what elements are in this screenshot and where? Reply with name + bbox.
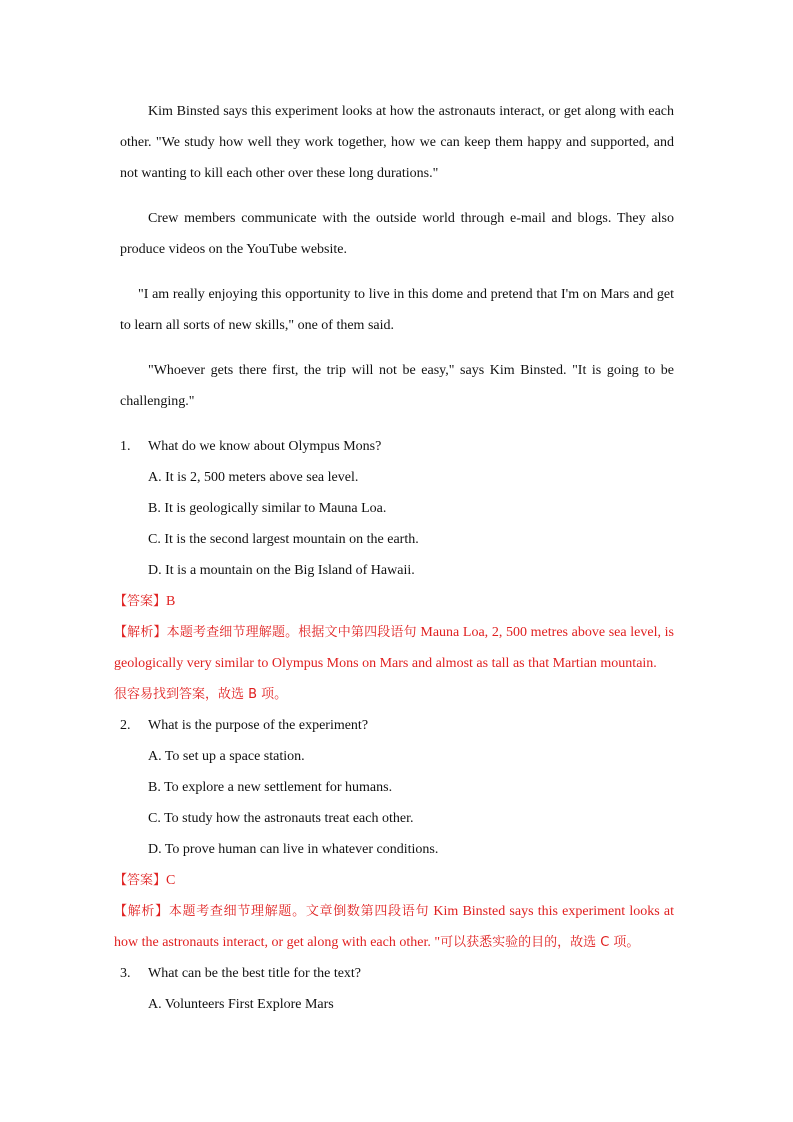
answer-label: 【答案】	[114, 594, 167, 609]
passage-paragraph-1: Kim Binsted says this experiment looks at how the astronauts interact, or get along with each other. "We study how well they work together, how we can keep them happy and supported, and not wanting to kill each other over these long durations."	[120, 104, 674, 181]
option-b: B. To explore a new settlement for humans.	[148, 780, 393, 795]
analysis-cn: 本题考查细节理解题。根据文中第四段语句	[166, 625, 417, 640]
option-b: B. It is geologically similar to Mauna Loa.	[148, 501, 387, 516]
analysis-label: 【解析】	[114, 904, 169, 919]
question-1	[120, 431, 674, 462]
passage-paragraph-2: Crew members communicate with the outside world through e-mail and blogs. They also produce videos on the YouTube website.	[120, 211, 674, 257]
analysis-block	[114, 896, 674, 958]
option-a: A. To set up a space station.	[148, 749, 305, 764]
analysis-conclusion: 很容易找到答案，故选 B 项。	[114, 687, 288, 702]
answer-label: 【答案】	[114, 873, 167, 888]
question-stem: What can be the best title for the text?	[148, 966, 362, 981]
answer-line	[114, 865, 674, 896]
question-number: 2.	[120, 718, 131, 733]
passage-paragraph-3: "I am really enjoying this opportunity to live in this dome and pretend that I'm on Mars and get to learn all sorts of new skills," one of them said.	[120, 287, 674, 333]
question-3	[120, 958, 674, 989]
option-a: A. It is 2, 500 meters above sea level.	[148, 470, 359, 485]
question-number: 3.	[120, 966, 131, 981]
question-2	[120, 710, 674, 741]
question-stem: What is the purpose of the experiment?	[148, 718, 369, 733]
question-number: 1.	[120, 439, 131, 454]
analysis-block	[114, 617, 674, 710]
document-page	[114, 96, 674, 1020]
answer-value: C	[166, 873, 176, 888]
answer-value: B	[166, 594, 176, 609]
analysis-conclusion: 可以获悉实验的目的，故选 C 项。	[440, 935, 640, 950]
analysis-quote: Kim Binsted says this experiment looks at how the astronauts interact, or get along with each other. "	[114, 904, 674, 950]
option-a: A. Volunteers First Explore Mars	[148, 997, 334, 1012]
option-d: D. It is a mountain on the Big Island of Hawaii.	[148, 563, 415, 578]
analysis-cn: 本题考查细节理解题。文章倒数第四段语句	[168, 904, 430, 919]
analysis-label: 【解析】	[114, 625, 167, 640]
passage-paragraph-4: "Whoever gets there first, the trip will not be easy," says Kim Binsted. "It is going to be challenging."	[120, 363, 674, 409]
option-d: D. To prove human can live in whatever conditions.	[148, 842, 439, 857]
analysis-quote: Mauna Loa, 2, 500 metres above sea level, is geologically very similar to Olympus Mons on Mars and almost as tall as that Martian mountain.	[114, 625, 674, 671]
answer-line	[114, 586, 674, 617]
option-c: C. It is the second largest mountain on the earth.	[148, 532, 419, 547]
option-c: C. To study how the astronauts treat each other.	[148, 811, 414, 826]
question-stem: What do we know about Olympus Mons?	[148, 439, 382, 454]
